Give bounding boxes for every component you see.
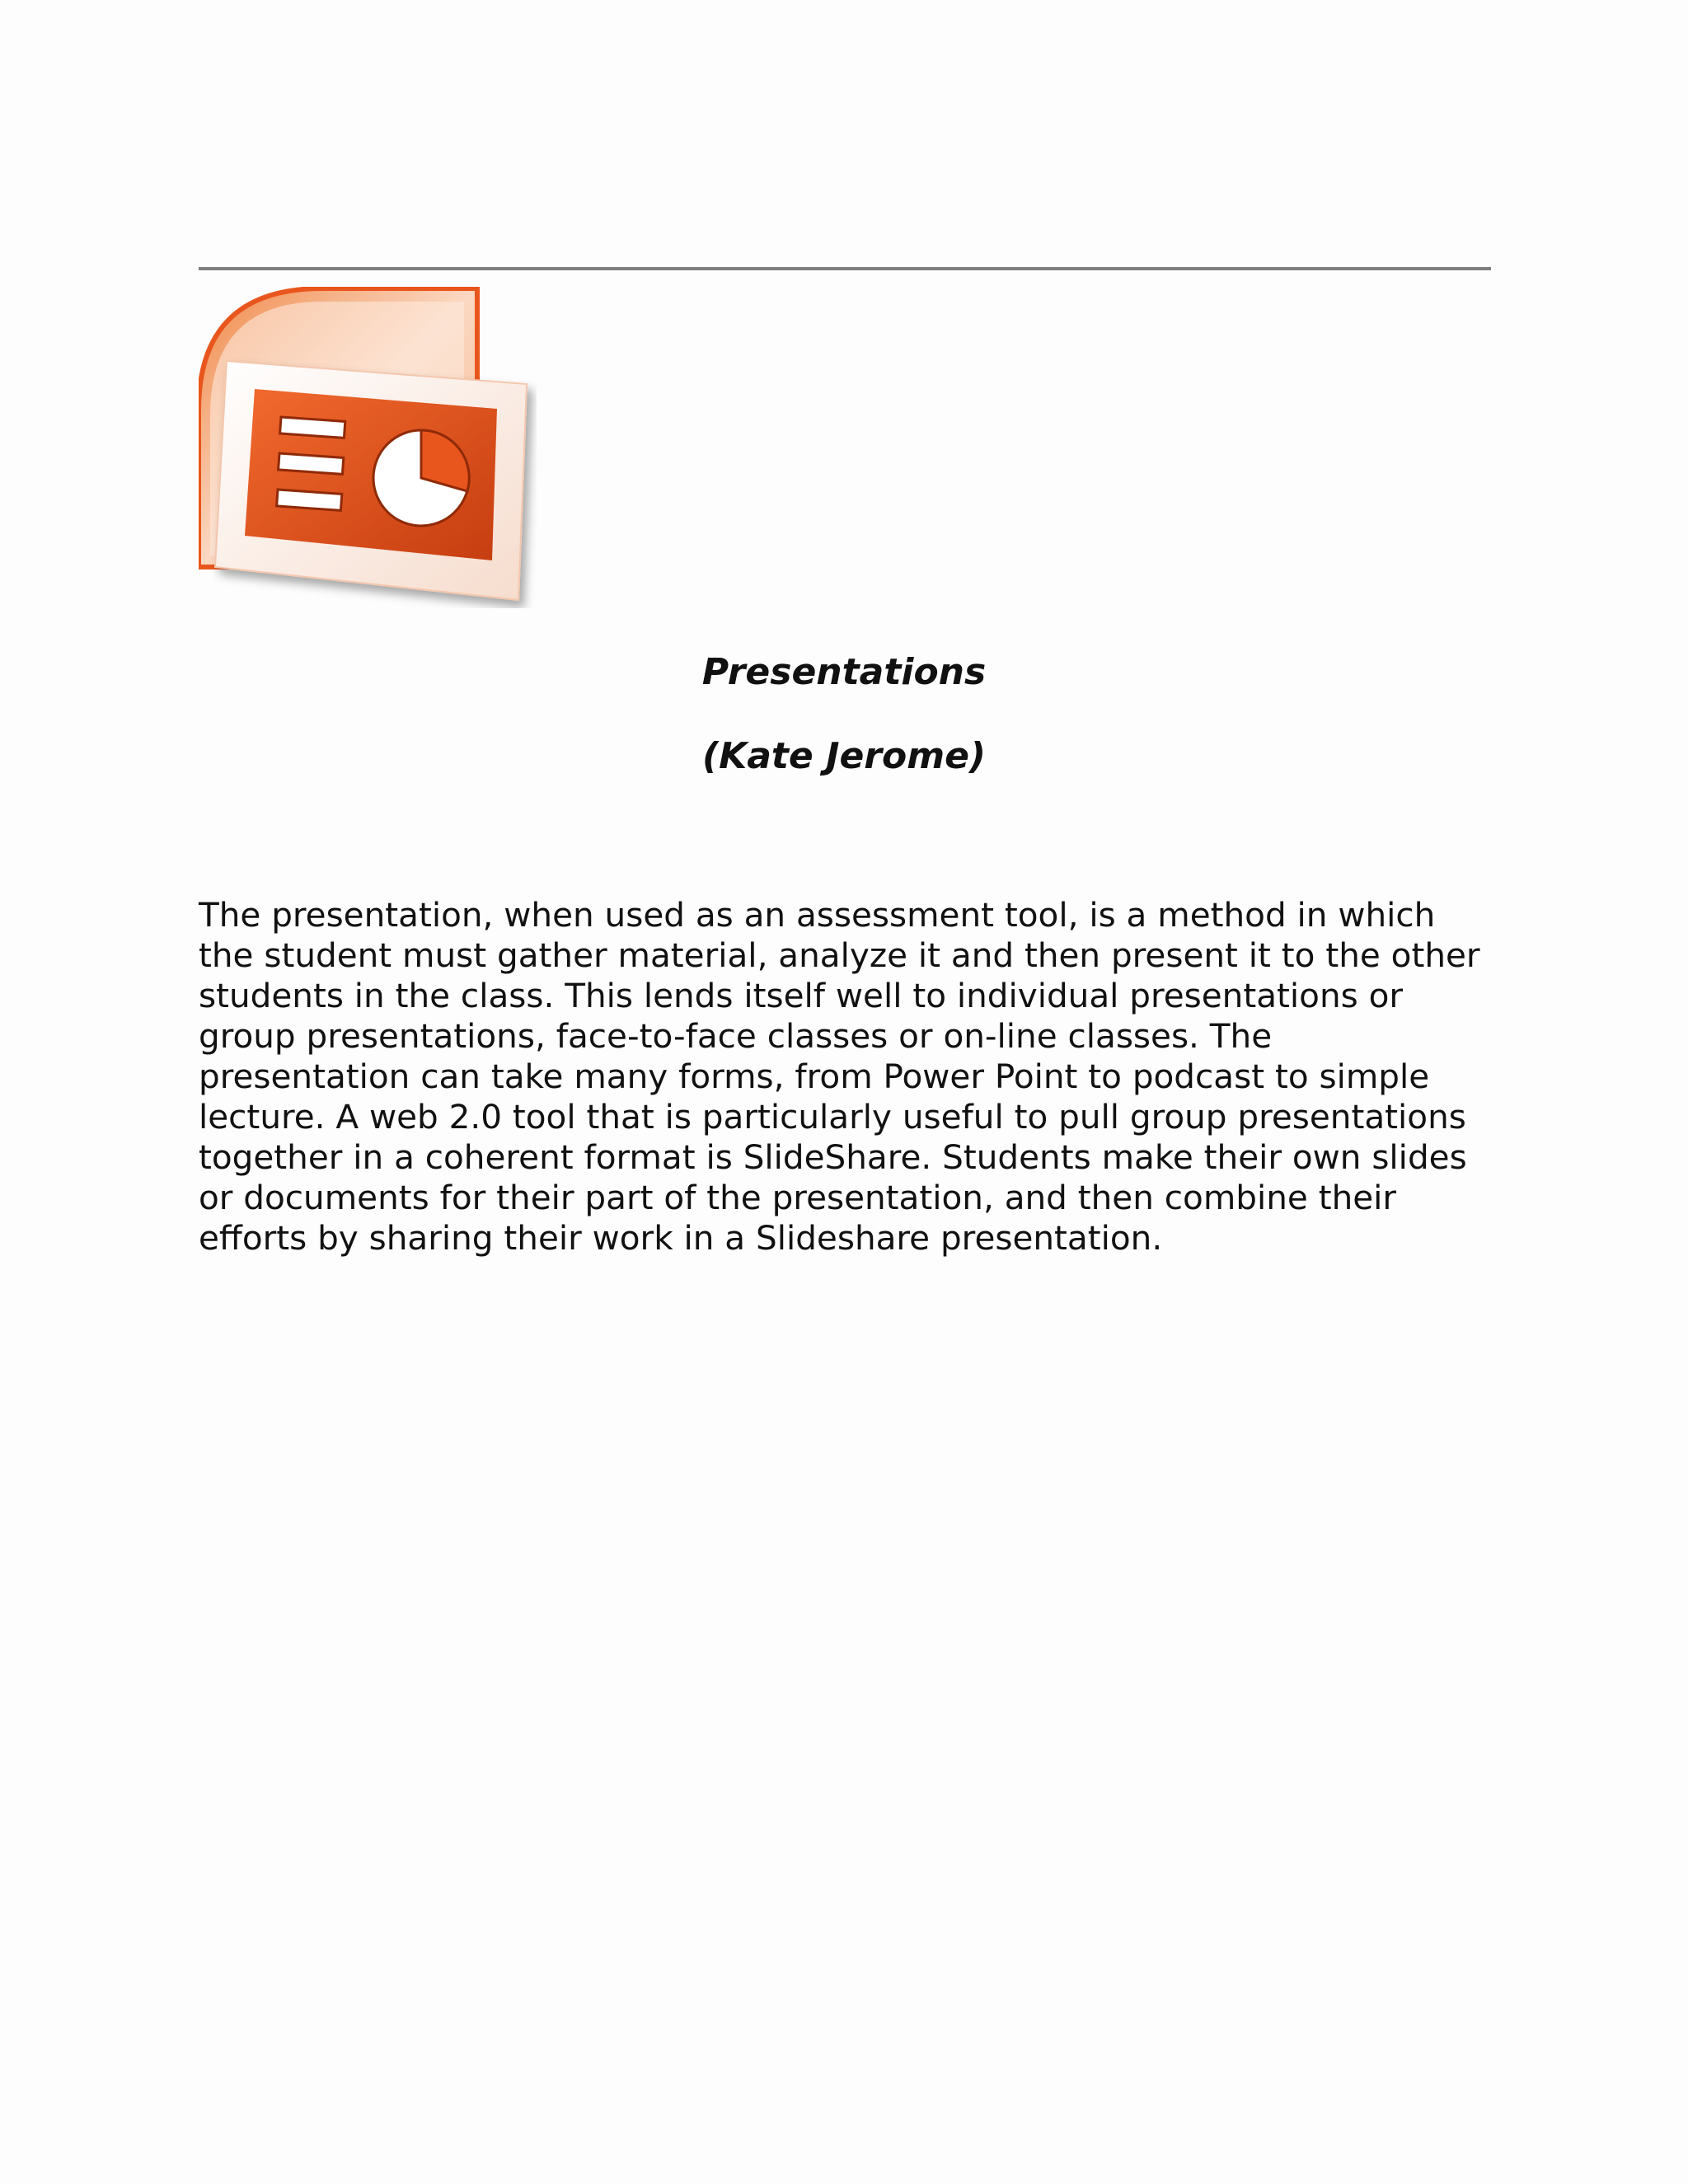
horizontal-rule [199, 267, 1491, 270]
powerpoint-logo-icon [199, 287, 537, 608]
document-title: Presentations [701, 651, 987, 693]
document-author: (Kate Jerome) [701, 735, 987, 777]
body-paragraph: The presentation, when used as an assessment tool, is a method in which the student must gather material, analyze it and then present it to the other students in the class. This lends itself well to individual presentations or group presentations, face-to-face classes or on-line classes. The presentation can take many forms, from Power Point to podcast to simple lecture. A web 2.0 tool that is particularly useful to pull group presentations together in a coherent format is SlideShare. Students make their own slides or documents for their part of the presentation, and then combine their efforts by sharing their work in a Slideshare presentation. [199, 895, 1480, 1258]
